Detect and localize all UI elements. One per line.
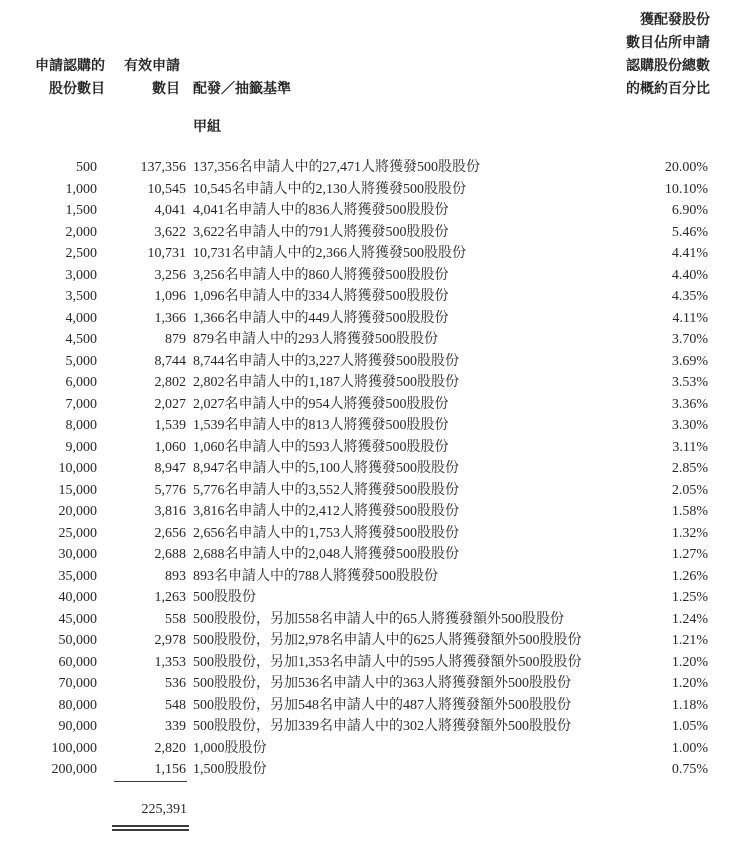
table-row (0, 157, 740, 179)
valid-applications-cell: 2,027 (154, 396, 186, 412)
allotment-basis-cell: 1,000股股份 (193, 740, 267, 756)
applied-shares-cell: 500 (76, 160, 97, 175)
allotment-basis-cell: 500股股份 (193, 590, 256, 605)
allotment-basis-cell: 137,356名申請人中的27,471人將獲發500股股份 (193, 160, 480, 175)
header-applied-shares-line2: 股份數目 (49, 80, 105, 96)
allotment-basis-cell: 4,041名申請人中的836人將獲發500股股份 (193, 203, 449, 218)
table-row (0, 372, 740, 394)
valid-applications-cell: 4,041 (154, 203, 186, 218)
allotment-basis-cell: 8,744名申請人中的3,227人將獲發500股股份 (193, 353, 459, 369)
applied-shares-cell: 5,000 (65, 353, 97, 369)
allotment-basis-cell: 2,802名申請人中的1,187人將獲發500股股份 (193, 375, 459, 390)
applied-shares-cell: 200,000 (51, 762, 97, 777)
header-percentage (600, 8, 710, 100)
percentage-cell: 1.21% (671, 633, 708, 648)
valid-applications-cell: 548 (165, 697, 186, 713)
allotment-basis-cell: 1,500股股份 (193, 762, 267, 777)
allotment-basis-cell: 879名申請人中的293人將獲發500股股份 (193, 332, 438, 347)
table-row (0, 738, 740, 760)
table-row (0, 308, 740, 330)
valid-applications-cell: 2,820 (154, 740, 186, 756)
table-row (0, 523, 740, 545)
allotment-basis-cell: 1,539名申請人中的813人將獲發500股股份 (193, 418, 449, 433)
total-valid-applications: 225,391 (141, 802, 187, 817)
valid-applications-cell: 339 (165, 719, 186, 734)
valid-applications-cell: 1,263 (154, 590, 186, 605)
applied-shares-cell: 25,000 (58, 525, 97, 541)
allotment-basis-cell: 2,027名申請人中的954人將獲發500股股份 (193, 396, 449, 412)
percentage-cell: 4.41% (671, 246, 708, 261)
valid-applications-cell: 536 (165, 676, 186, 691)
allotment-basis-cell: 3,816名申請人中的2,412人將獲發500股股份 (193, 504, 459, 519)
percentage-cell: 2.05% (671, 482, 708, 498)
valid-applications-cell: 2,802 (154, 375, 186, 390)
applied-shares-cell: 60,000 (58, 654, 97, 670)
applied-shares-cell: 3,500 (65, 289, 97, 304)
table-row (0, 200, 740, 222)
percentage-cell: 1.00% (671, 740, 708, 756)
percentage-cell: 0.75% (671, 762, 708, 777)
valid-applications-cell: 1,156 (154, 762, 186, 777)
applied-shares-cell: 2,500 (65, 246, 97, 261)
valid-applications-cell: 2,978 (154, 633, 186, 648)
percentage-cell: 3.53% (671, 375, 708, 390)
allotment-basis-cell: 1,060名申請人中的593人將獲發500股股份 (193, 439, 449, 455)
applied-shares-cell: 7,000 (65, 396, 97, 412)
applied-shares-cell: 30,000 (58, 547, 97, 562)
percentage-cell: 1.20% (671, 654, 708, 670)
total-bottom-double-rule (112, 825, 189, 831)
applied-shares-cell: 1,000 (65, 181, 97, 197)
percentage-cell: 5.46% (671, 224, 708, 240)
table-row (0, 351, 740, 373)
applied-shares-cell: 35,000 (58, 568, 97, 584)
allotment-basis-cell: 500股股份，另加558名申請人中的65人將獲發額外500股股份 (193, 611, 564, 627)
valid-applications-cell: 1,366 (154, 310, 186, 326)
percentage-cell: 20.00% (664, 160, 708, 175)
allotment-basis-cell: 893名申請人中的788人將獲發500股股份 (193, 568, 438, 584)
valid-applications-cell: 137,356 (140, 160, 186, 175)
header-percentage-line4: 的概約百分比 (626, 80, 710, 96)
applied-shares-cell: 100,000 (51, 740, 97, 756)
applied-shares-cell: 40,000 (58, 590, 97, 605)
percentage-cell: 1.24% (671, 611, 708, 627)
percentage-cell: 1.58% (671, 504, 708, 519)
header-allotment-basis-line1: 配發／抽籤基準 (193, 80, 291, 96)
valid-applications-cell: 2,688 (154, 547, 186, 562)
group-a-label: 甲組 (193, 118, 221, 134)
allotment-basis-cell: 1,096名申請人中的334人將獲發500股股份 (193, 289, 449, 304)
percentage-cell: 10.10% (664, 181, 708, 197)
table-row (0, 265, 740, 287)
allotment-basis-cell: 500股股份，另加2,978名申請人中的625人將獲發額外500股股份 (193, 633, 582, 648)
allotment-basis-cell: 500股股份，另加548名申請人中的487人將獲發額外500股股份 (193, 697, 571, 713)
table-row (0, 630, 740, 652)
header-valid-applications (105, 54, 189, 100)
percentage-cell: 6.90% (671, 203, 708, 218)
allotment-basis-cell: 8,947名申請人中的5,100人將獲發500股股份 (193, 461, 459, 476)
applied-shares-cell: 8,000 (65, 418, 97, 433)
allotment-basis-cell: 3,622名申請人中的791人將獲發500股股份 (193, 224, 449, 240)
table-row (0, 759, 740, 781)
valid-applications-cell: 893 (165, 568, 186, 584)
valid-applications-cell: 879 (165, 332, 186, 347)
applied-shares-cell: 15,000 (58, 482, 97, 498)
table-row (0, 716, 740, 738)
applied-shares-cell: 70,000 (58, 676, 97, 691)
header-applied-shares-line1: 申請認購的 (35, 57, 105, 73)
allotment-basis-cell: 10,545名申請人中的2,130人將獲發500股股份 (193, 181, 466, 197)
table-row (0, 222, 740, 244)
applied-shares-cell: 9,000 (65, 439, 97, 455)
percentage-cell: 3.11% (672, 439, 708, 455)
valid-applications-cell: 8,947 (154, 461, 186, 476)
table-row (0, 566, 740, 588)
valid-applications-cell: 10,545 (147, 181, 186, 197)
header-percentage-line3: 認購股份總數 (626, 57, 710, 73)
applied-shares-cell: 10,000 (58, 461, 97, 476)
percentage-cell: 1.26% (671, 568, 708, 584)
table-row (0, 458, 740, 480)
percentage-cell: 4.40% (671, 267, 708, 283)
valid-applications-cell: 558 (165, 611, 186, 627)
header-percentage-line2: 數目佔所申請 (626, 34, 710, 50)
table-row (0, 652, 740, 674)
percentage-cell: 1.05% (671, 719, 708, 734)
valid-applications-cell: 1,353 (154, 654, 186, 670)
percentage-cell: 4.11% (672, 310, 708, 326)
percentage-cell: 4.35% (671, 289, 708, 304)
applied-shares-cell: 45,000 (58, 611, 97, 627)
table-row (0, 415, 740, 437)
percentage-cell: 3.70% (671, 332, 708, 347)
header-valid-applications-line1: 有效申請 (124, 57, 180, 73)
table-row (0, 673, 740, 695)
allotment-basis-cell: 2,688名申請人中的2,048人將獲發500股股份 (193, 547, 459, 562)
header-applied-shares (0, 54, 105, 100)
valid-applications-cell: 1,096 (154, 289, 186, 304)
percentage-cell: 1.20% (671, 676, 708, 691)
table-row (0, 609, 740, 631)
valid-applications-cell: 10,731 (147, 246, 186, 261)
allotment-basis-cell: 500股股份，另加339名申請人中的302人將獲發額外500股股份 (193, 719, 571, 734)
allotment-basis-cell: 10,731名申請人中的2,366人將獲發500股股份 (193, 246, 466, 261)
table-row (0, 695, 740, 717)
percentage-cell: 1.25% (671, 590, 708, 605)
table-row (0, 501, 740, 523)
header-allotment-basis (189, 77, 600, 100)
total-top-rule (114, 781, 187, 782)
percentage-cell: 3.69% (671, 353, 708, 369)
table-row (0, 394, 740, 416)
applied-shares-cell: 1,500 (65, 203, 97, 218)
header-valid-applications-line2: 數目 (152, 80, 180, 96)
allotment-basis-cell: 1,366名申請人中的449人將獲發500股股份 (193, 310, 449, 326)
applied-shares-cell: 2,000 (65, 224, 97, 240)
percentage-cell: 1.27% (671, 547, 708, 562)
applied-shares-cell: 4,000 (65, 310, 97, 326)
allotment-basis-cell: 500股股份，另加536名申請人中的363人將獲發額外500股股份 (193, 676, 571, 691)
applied-shares-cell: 3,000 (65, 267, 97, 283)
table-header (0, 8, 740, 100)
allotment-basis-cell: 5,776名申請人中的3,552人將獲發500股股份 (193, 482, 459, 498)
percentage-cell: 3.36% (671, 396, 708, 412)
applied-shares-cell: 50,000 (58, 633, 97, 648)
valid-applications-cell: 3,816 (154, 504, 186, 519)
valid-applications-cell: 1,060 (154, 439, 186, 455)
allotment-basis-cell: 2,656名申請人中的1,753人將獲發500股股份 (193, 525, 459, 541)
header-percentage-line1: 獲配發股份 (640, 11, 710, 27)
allotment-basis-cell: 3,256名申請人中的860人將獲發500股股份 (193, 267, 449, 283)
applied-shares-cell: 4,500 (65, 332, 97, 347)
table-row (0, 544, 740, 566)
applied-shares-cell: 6,000 (65, 375, 97, 390)
valid-applications-cell: 8,744 (154, 353, 186, 369)
valid-applications-cell: 5,776 (154, 482, 186, 498)
applied-shares-cell: 90,000 (58, 719, 97, 734)
valid-applications-cell: 1,539 (154, 418, 186, 433)
table-row (0, 329, 740, 351)
allotment-basis-cell: 500股股份，另加1,353名申請人中的595人將獲發額外500股股份 (193, 654, 582, 670)
percentage-cell: 2.85% (671, 461, 708, 476)
applied-shares-cell: 80,000 (58, 697, 97, 713)
table-row (0, 286, 740, 308)
valid-applications-cell: 3,622 (154, 224, 186, 240)
table-row (0, 437, 740, 459)
valid-applications-cell: 3,256 (154, 267, 186, 283)
table-row (0, 480, 740, 502)
table-row (0, 243, 740, 265)
table-rows (0, 157, 740, 781)
table-row (0, 587, 740, 609)
applied-shares-cell: 20,000 (58, 504, 97, 519)
percentage-cell: 3.30% (671, 418, 708, 433)
percentage-cell: 1.32% (671, 525, 708, 541)
valid-applications-cell: 2,656 (154, 525, 186, 541)
table-row (0, 179, 740, 201)
percentage-cell: 1.18% (671, 697, 708, 713)
